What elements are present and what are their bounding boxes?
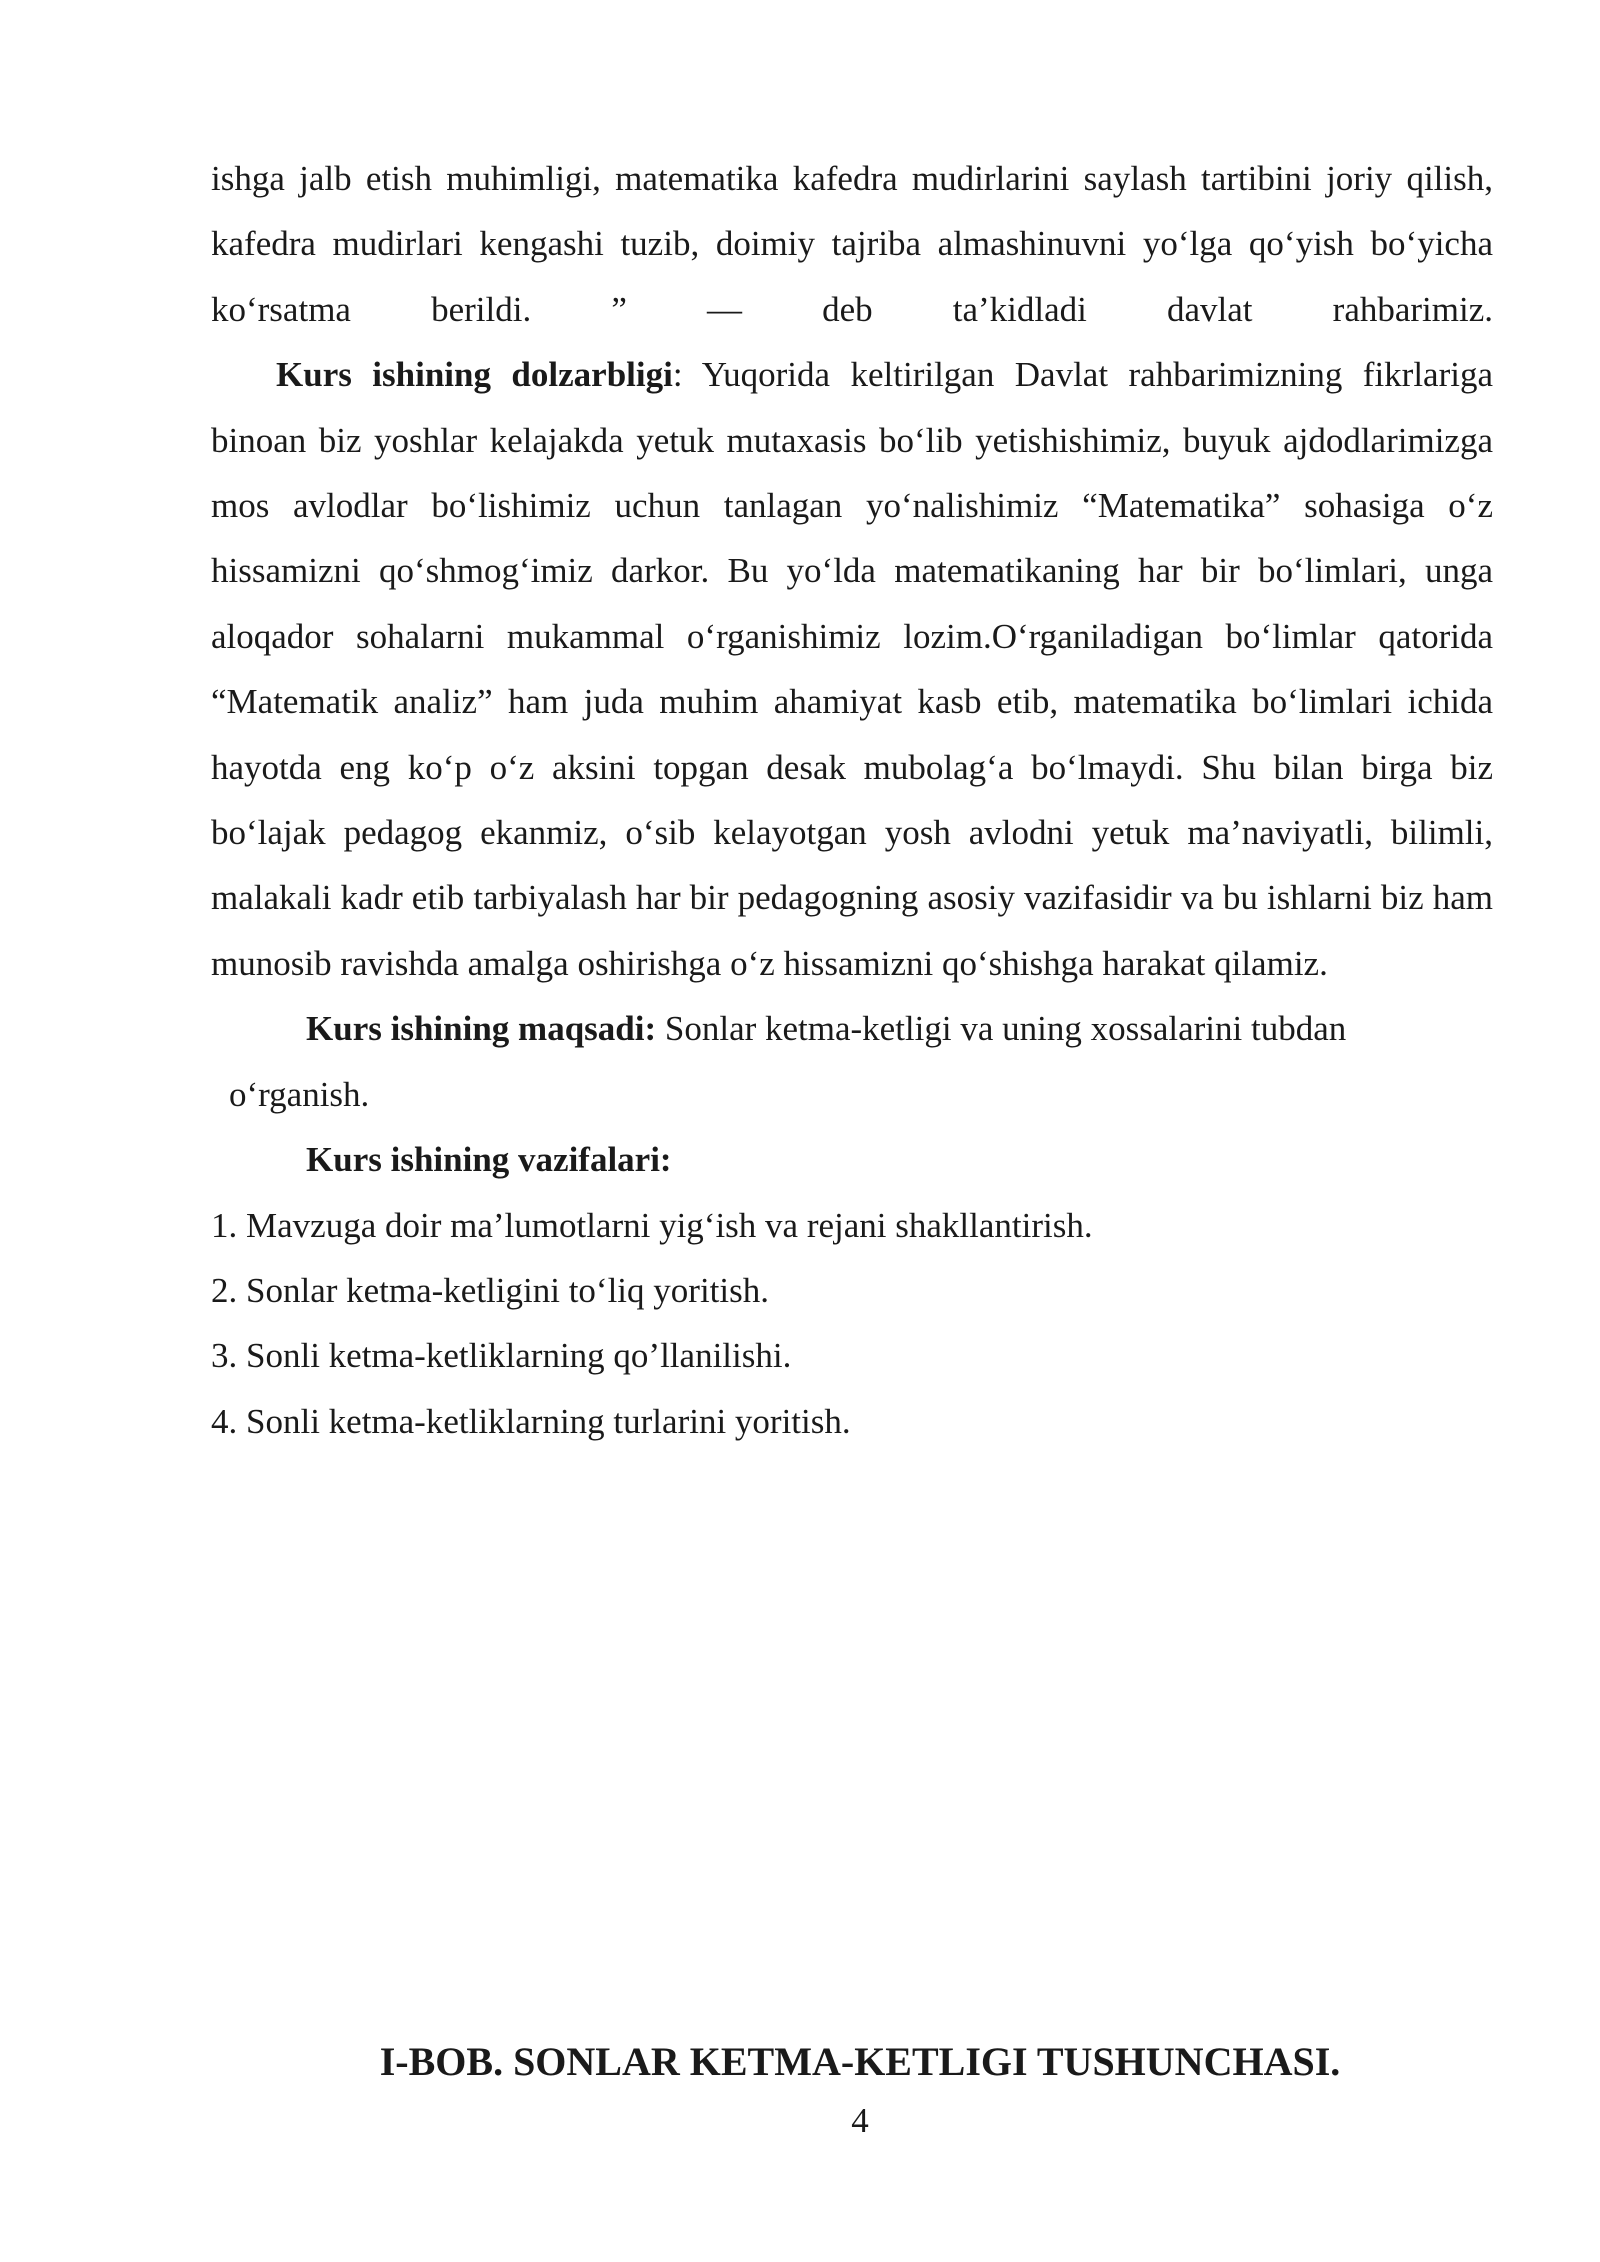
task-item-4: 4. Sonli ketma-ketliklarning turlarini yoritish.: [211, 1401, 851, 1441]
task-item-3: 3. Sonli ketma-ketliklarning qo’llanilishi.: [211, 1336, 792, 1376]
aim-text-line1: Sonlar ketma-ketligi va uning xossalarini tubdan: [656, 1009, 1347, 1049]
page-content: [211, 146, 1493, 1454]
relevance-text: : Yuqorida keltirilgan Davlat rahbarimizning fikrlariga binoan biz yoshlar kelajakda yetuk mutaxasis bo‘lib yetishishimiz, buyuk ajdodlarimizga mos avlodlar bo‘lishimiz uchun tanlagan yo‘nalishimiz “Matematika” sohasiga o‘z hissamizni qo‘shmog‘imiz darkor. Bu yo‘lda matematikaning har bir bo‘limlari, unga aloqador sohalarni mukammal o‘rganishimiz lozim.O‘rganiladigan bo‘limlar qatorida “Matematik analiz” ham juda muhim ahamiyat kasb etib, matematika bo‘limlari ichida hayotda eng ko‘p o‘z aksini topgan desak mubolag‘a bo‘lmaydi. Shu bilan birga biz bo‘lajak pedagog ekanmiz, o‘sib kelayotgan yosh avlodni yetuk ma’naviyatli, bilimli, malakali kadr etib tarbiyalash har bir pedagogning asosiy vazifasidir va bu ishlarni biz ham munosib ravishda amalga oshirishga o‘z hissamizni qo‘shishga harakat qilamiz.: [211, 355, 1493, 983]
chapter-title: I-BOB. SONLAR KETMA-KETLIGI TUSHUNCHASI.: [379, 2039, 1341, 2084]
intro-text: ishga jalb etish muhimligi, matematika kafedra mudirlarini saylash tartibini joriy qilish, kafedra mudirlari kengashi tuzib, doimiy tajriba almashinuvni yo‘lga qo‘yish bo‘yicha ko‘rsatma berildi. ” — deb ta’kidladi davlat rahbarimiz.: [211, 159, 1493, 329]
task-item-1: 1. Mavzuga doir ma’lumotlarni yig‘ish va rejani shakllantirish.: [211, 1205, 1093, 1245]
tasks-heading: Kurs ishining vazifalari:: [306, 1140, 672, 1180]
intro-paragraph: [211, 146, 1493, 342]
relevance-paragraph: [211, 342, 1493, 996]
aim-label: Kurs ishining maqsadi:: [306, 1009, 657, 1049]
aim-continuation: [211, 1062, 1493, 1127]
relevance-label: Kurs ishining dolzarbligi: [276, 355, 673, 395]
task-item-2: 2. Sonlar ketma-ketligini to‘liq yoritish.: [211, 1270, 769, 1310]
page-number: 4: [851, 2101, 869, 2140]
aim-paragraph: [211, 996, 1493, 1061]
aim-text-line2: o‘rganish.: [229, 1074, 370, 1114]
